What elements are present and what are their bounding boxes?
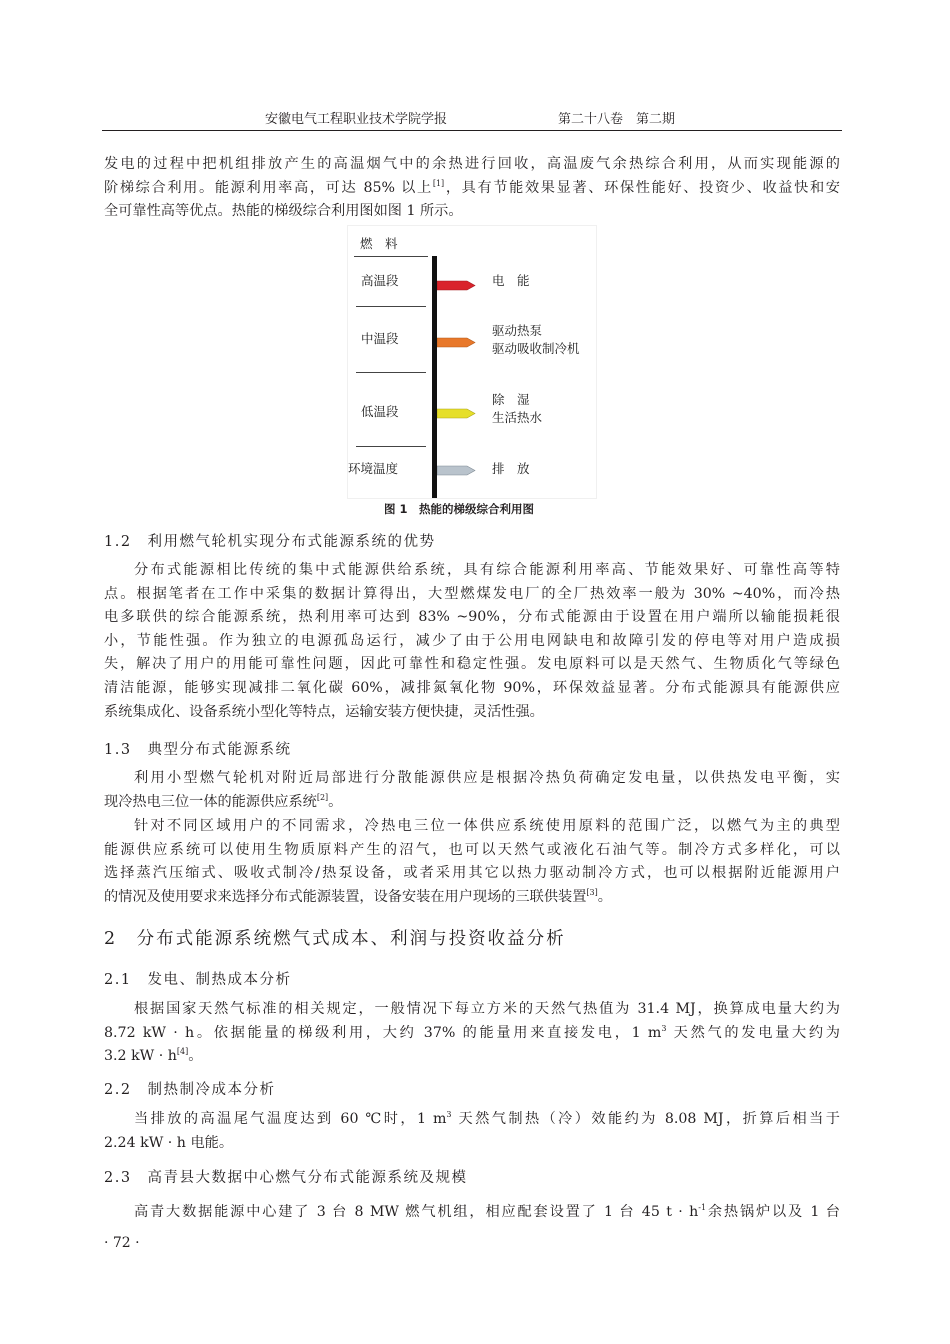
text-line: 当排放的高温尾气温度达到 60 ℃时，1 $m^3$ 天然气制热（冷）效能约为 8.08 MJ，折算后相当于 (134, 1110, 840, 1127)
use-exhaust: 排 放 (492, 461, 530, 476)
header-rule (102, 130, 842, 131)
level-high: 高温段 (361, 273, 399, 288)
divider (354, 256, 428, 257)
text-line: 小，节能性强。作为独立的电源孤岛运行，减少了由于公用电网缺电和故障引发的停电等对用户造成损 (104, 632, 840, 649)
use-heat-pump: 驱动热泵 (492, 323, 543, 338)
divider (356, 446, 426, 447)
text-line: 针对不同区域用户的不同需求，冷热电三位一体供应系统使用原料的范围广泛，以燃气为主的典型 (134, 818, 840, 834)
text-line: 现冷热电三位一体的能源供应系统[2]。 (104, 792, 343, 810)
citation: [4] (176, 1047, 189, 1057)
citation: [1] (432, 178, 445, 188)
arrow-mid (437, 338, 475, 347)
use-dehumidify: 除 湿 (492, 392, 530, 407)
text-line: 根据国家天然气标准的相关规定，一般情况下每立方米的天然气热值为 31.4 MJ，换算成电量大约为 (134, 1001, 840, 1017)
citation: [2] (316, 792, 329, 802)
section-heading-2-3: 2.3 高青县大数据中心燃气分布式能源系统及规模 (104, 1170, 468, 1186)
text-line: 3.2 kW · h[4]。 (104, 1047, 203, 1065)
use-absorption-chiller: 驱动吸收制冷机 (492, 341, 580, 356)
volume-issue: 第二十八卷 第二期 (558, 112, 676, 127)
paragraph-1-3a (104, 767, 840, 814)
divider (356, 372, 426, 373)
text-line: 高青大数据能源中心建了 3 台 8 MW 燃气机组，相应配套设置了 1 台 45 $t \cdot h^{-1}$余热锅炉以及 1 台 (134, 1203, 840, 1220)
text-line: 清洁能源，能够实现减排二氧化碳 60%，减排氮氧化物 90%，环保效益显著。分布式能源具有能源供应 (104, 679, 840, 696)
arrow-low (437, 409, 475, 418)
text-line: 2.24 kW · h 电能。 (104, 1134, 234, 1151)
section-heading-2: 2 分布式能源系统燃气式成本、利润与投资收益分析 (104, 929, 566, 949)
citation: [3] (586, 887, 598, 897)
figure-heat-cascade (348, 226, 596, 498)
superscript: 3 (446, 1110, 452, 1119)
arrow-high (437, 281, 475, 290)
level-ambient: 环境温度 (348, 461, 399, 476)
text-line: 能源供应系统可以使用生物质原料产生的沼气，也可以天然气或液化石油气等。制冷方式多样化，可以 (104, 841, 840, 858)
arrow-ambient (437, 466, 475, 475)
fuel-label: 燃 料 (360, 236, 398, 251)
text-line: 8.72 kW · h。依据能量的梯级利用，大约 37% 的能量用来直接发电，1 $m^3$ 天然气的发电量大约为 (104, 1023, 840, 1041)
journal-title: 安徽电气工程职业技术学院学报 (265, 112, 448, 127)
superscript: 3 (661, 1023, 667, 1033)
section-heading-1-3: 1.3 典型分布式能源系统 (104, 742, 292, 758)
paragraph-1-3b (104, 815, 840, 909)
text-line: 发电的过程中把机组排放产生的高温烟气中的余热进行回收，高温废气余热综合利用，从而实现能源的 (104, 156, 840, 172)
use-hot-water: 生活热水 (492, 410, 543, 425)
text-line: 分布式能源相比传统的集中式能源供给系统，具有综合能源利用率高、节能效果好、可靠性高等特 (134, 562, 840, 578)
text-line: 利用小型燃气轮机对附近局部进行分散能源供应是根据冷热负荷确定发电量，以供热发电平衡，实 (134, 770, 840, 786)
level-low: 低温段 (361, 404, 399, 419)
section-heading-2-1: 2.1 发电、制热成本分析 (104, 972, 292, 988)
text-line: 电多联供的综合能源系统，热利用率可达到 83% ~90%，分布式能源由于设置在用户端所以输能损耗很 (104, 609, 840, 626)
text-line: 失，解决了用户的用能可靠性问题，因此可靠性和稳定性强。发电原料可以是天然气、生物质化气等绿色 (104, 656, 840, 673)
section-heading-2-2: 2.2 制热制冷成本分析 (104, 1082, 276, 1098)
intro-paragraph (104, 153, 840, 224)
section-heading-1-2: 1.2 利用燃气轮机实现分布式能源系统的优势 (104, 534, 436, 550)
text-line: 选择蒸汽压缩式、吸收式制冷/热泵设备，或者采用其它以热力驱动制冷方式，也可以根据附近能源用户 (104, 865, 840, 882)
divider (356, 306, 426, 307)
text-line: 系统集成化、设备系统小型化等特点，运输安装方便快捷，灵活性强。 (104, 703, 544, 720)
arrow-set (437, 276, 477, 486)
text-line: 阶梯综合利用。能源利用率高，可达 85% 以上[1]，具有节能效果显著、环保性能好、投资少、收益快和安 (104, 178, 840, 196)
text-line: 点。根据笔者在工作中采集的数据计算得出，大型燃煤发电厂的全厂热效率一般为 30% ~40%，而冷热 (104, 585, 840, 602)
page-number: · 72 · (104, 1235, 140, 1251)
use-electricity: 电 能 (492, 273, 530, 288)
level-mid: 中温段 (361, 331, 399, 346)
superscript: -1 (698, 1203, 707, 1212)
paragraph-2-1 (104, 998, 840, 1069)
text-line: 的情况及使用要求来选择分布式能源装置，设备安装在用户现场的三联供装置[3]。 (104, 887, 612, 905)
paragraph-1-2 (104, 559, 840, 724)
figure-caption: 图 1 热能的梯级综合利用图 (384, 502, 535, 516)
paragraph-2-2 (104, 1108, 840, 1155)
text-line: 全可靠性高等优点。热能的梯级综合利用图如图 1 所示。 (104, 203, 463, 220)
paragraph-2-3 (104, 1201, 840, 1225)
